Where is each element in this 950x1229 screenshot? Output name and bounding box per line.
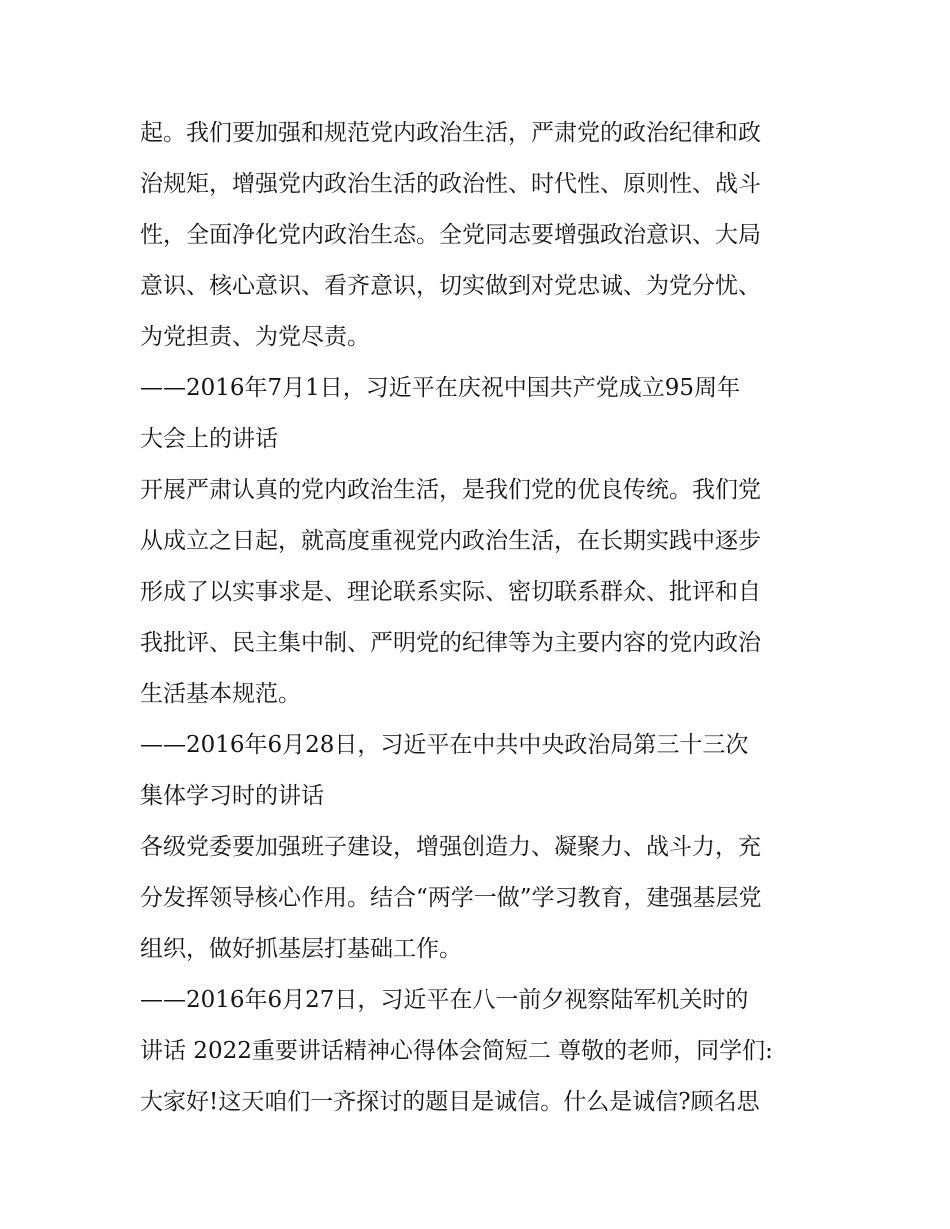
text-line: 讲话 2022重要讲话精神心得体会简短二 尊敬的老师，同学们: bbox=[140, 1038, 773, 1064]
text-line: 意识、核心意识、看齐意识，切实做到对党忠诚、为党分忧、 bbox=[140, 273, 761, 299]
text-line: 形成了以实事求是、理论联系实际、密切联系群众、批评和自 bbox=[140, 579, 761, 605]
text-line: 起。我们要加强和规范党内政治生活，严肃党的政治纪律和政 bbox=[140, 120, 761, 146]
text-line: 生活基本规范。 bbox=[140, 681, 301, 707]
citation-line: ——2016年6月27日，习近平在八一前夕视察陆军机关时的 bbox=[140, 987, 749, 1013]
text-line: 各级党委要加强班子建设，增强创造力、凝聚力、战斗力，充 bbox=[140, 834, 761, 860]
text-line: 从成立之日起，就高度重视党内政治生活，在长期实践中逐步 bbox=[140, 528, 761, 554]
text-line: 大家好!这天咱们一齐探讨的题目是诚信。什么是诚信?顾名思 bbox=[140, 1089, 760, 1115]
text-line: 性，全面净化党内政治生态。全党同志要增强政治意识、大局 bbox=[140, 222, 761, 248]
citation-line: ——2016年7月1日，习近平在庆祝中国共产党成立95周年 bbox=[140, 375, 741, 401]
text-line: 开展严肃认真的党内政治生活，是我们党的优良传统。我们党 bbox=[140, 477, 761, 503]
text-line: 为党担责、为党尽责。 bbox=[140, 324, 370, 350]
citation-line: 大会上的讲话 bbox=[140, 426, 278, 452]
text-line: 我批评、民主集中制、严明党的纪律等为主要内容的党内政治 bbox=[140, 630, 761, 656]
citation-line: 集体学习时的讲话 bbox=[140, 783, 324, 809]
citation-line: ——2016年6月28日，习近平在中共中央政治局第三十三次 bbox=[140, 732, 749, 758]
text-line: 分发挥领导核心作用。结合“两学一做”学习教育，建强基层党 bbox=[140, 885, 762, 911]
text-line: 组织，做好抓基层打基础工作。 bbox=[140, 936, 462, 962]
text-line: 治规矩，增强党内政治生活的政治性、时代性、原则性、战斗 bbox=[140, 171, 761, 197]
document-page bbox=[140, 108, 830, 1128]
